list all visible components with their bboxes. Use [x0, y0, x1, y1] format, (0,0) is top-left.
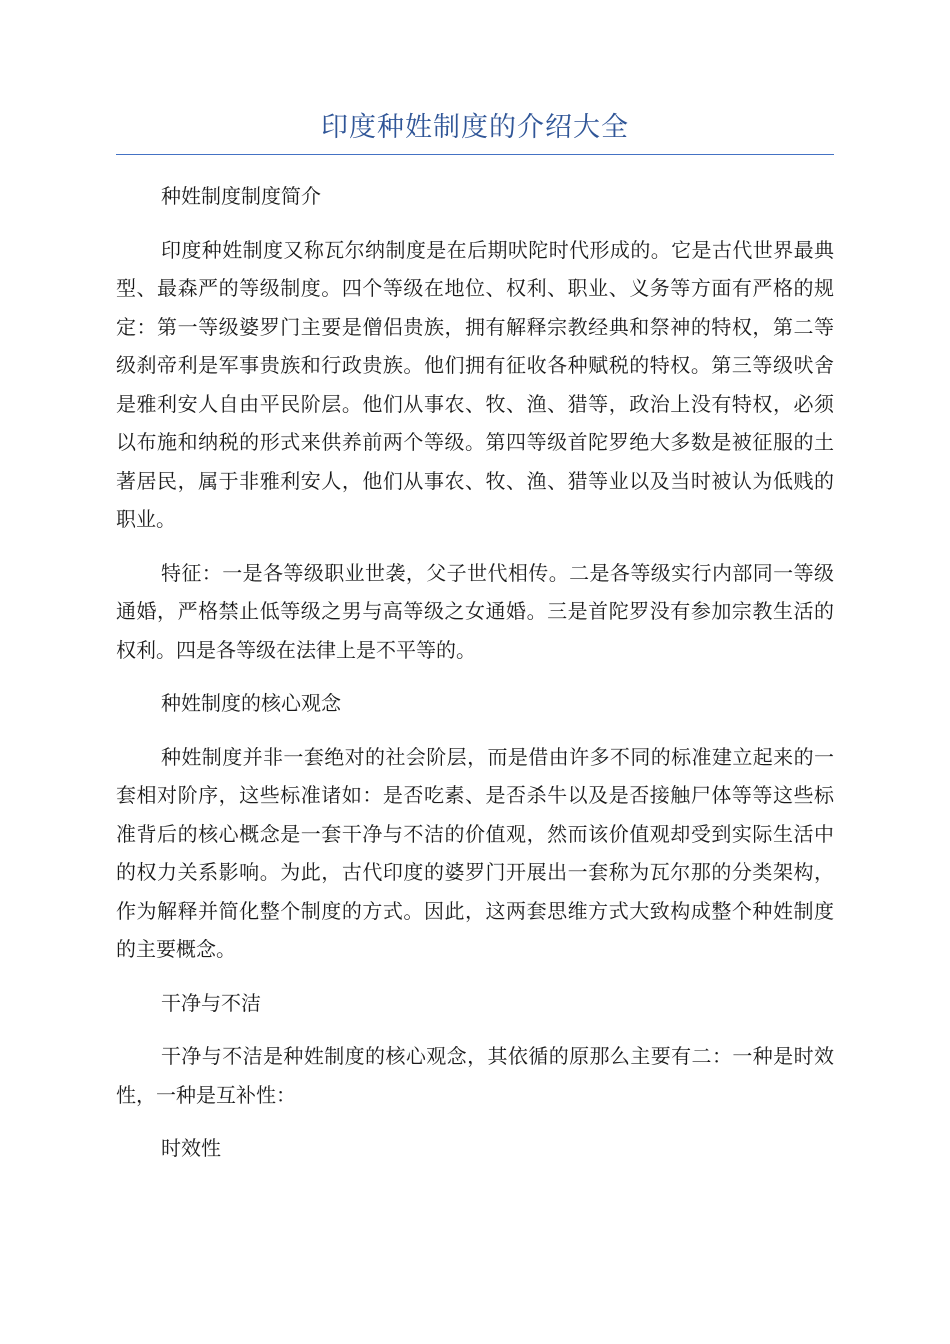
- title-underline: [116, 154, 834, 155]
- document-page: [116, 108, 834, 1183]
- paragraph-core-concept: 种姓制度并非一套绝对的社会阶层，而是借由许多不同的标准建立起来的一套相对阶序，这些标准诸如：是否吃素、是否杀牛以及是否接触尸体等等这些标准背后的核心概念是一套干净与不洁的价值观，然而该价值观却受到实际生活中的权力关系影响。为此，古代印度的婆罗门开展出一套称为瓦尔那的分类架构，作为解释并简化整个制度的方式。因此，这两套思维方式大致构成整个种姓制度的主要概念。: [116, 744, 834, 961]
- section-heading-intro: 种姓制度制度简介: [161, 184, 321, 208]
- document-title: 印度种姓制度的介绍大全: [321, 112, 629, 143]
- section-heading-timeliness: 时效性: [161, 1136, 221, 1160]
- section-heading-purity: 干净与不洁: [161, 990, 261, 1015]
- paragraph-purity: 干净与不洁是种姓制度的核心观念，其依循的原那么主要有二：一种是时效性，一种是互补性：: [116, 1044, 834, 1107]
- paragraph-features: 特征：一是各等级职业世袭，父子世代相传。二是各等级实行内部同一等级通婚，严格禁止低等级之男与高等级之女通婚。三是首陀罗没有参加宗教生活的权利。四是各等级在法律上是不平等的。: [116, 560, 834, 662]
- paragraph-intro: 印度种姓制度又称瓦尔纳制度是在后期吠陀时代形成的。它是古代世界最典型、最森严的等级制度。四个等级在地位、权利、职业、义务等方面有严格的规定：第一等级婆罗门主要是僧侣贵族，拥有解释宗教经典和祭神的特权，第二等级刹帝利是军事贵族和行政贵族。他们拥有征收各种赋税的特权。第三等级吠舍是雅利安人自由平民阶层。他们从事农、牧、渔、猎等，政治上没有特权，必须以布施和纳税的形式来供养前两个等级。第四等级首陀罗绝大多数是被征服的土著居民，属于非雅利安人，他们从事农、牧、渔、猎等业以及当时被认为低贱的职业。: [116, 237, 834, 531]
- section-heading-core-concept: 种姓制度的核心观念: [161, 691, 341, 715]
